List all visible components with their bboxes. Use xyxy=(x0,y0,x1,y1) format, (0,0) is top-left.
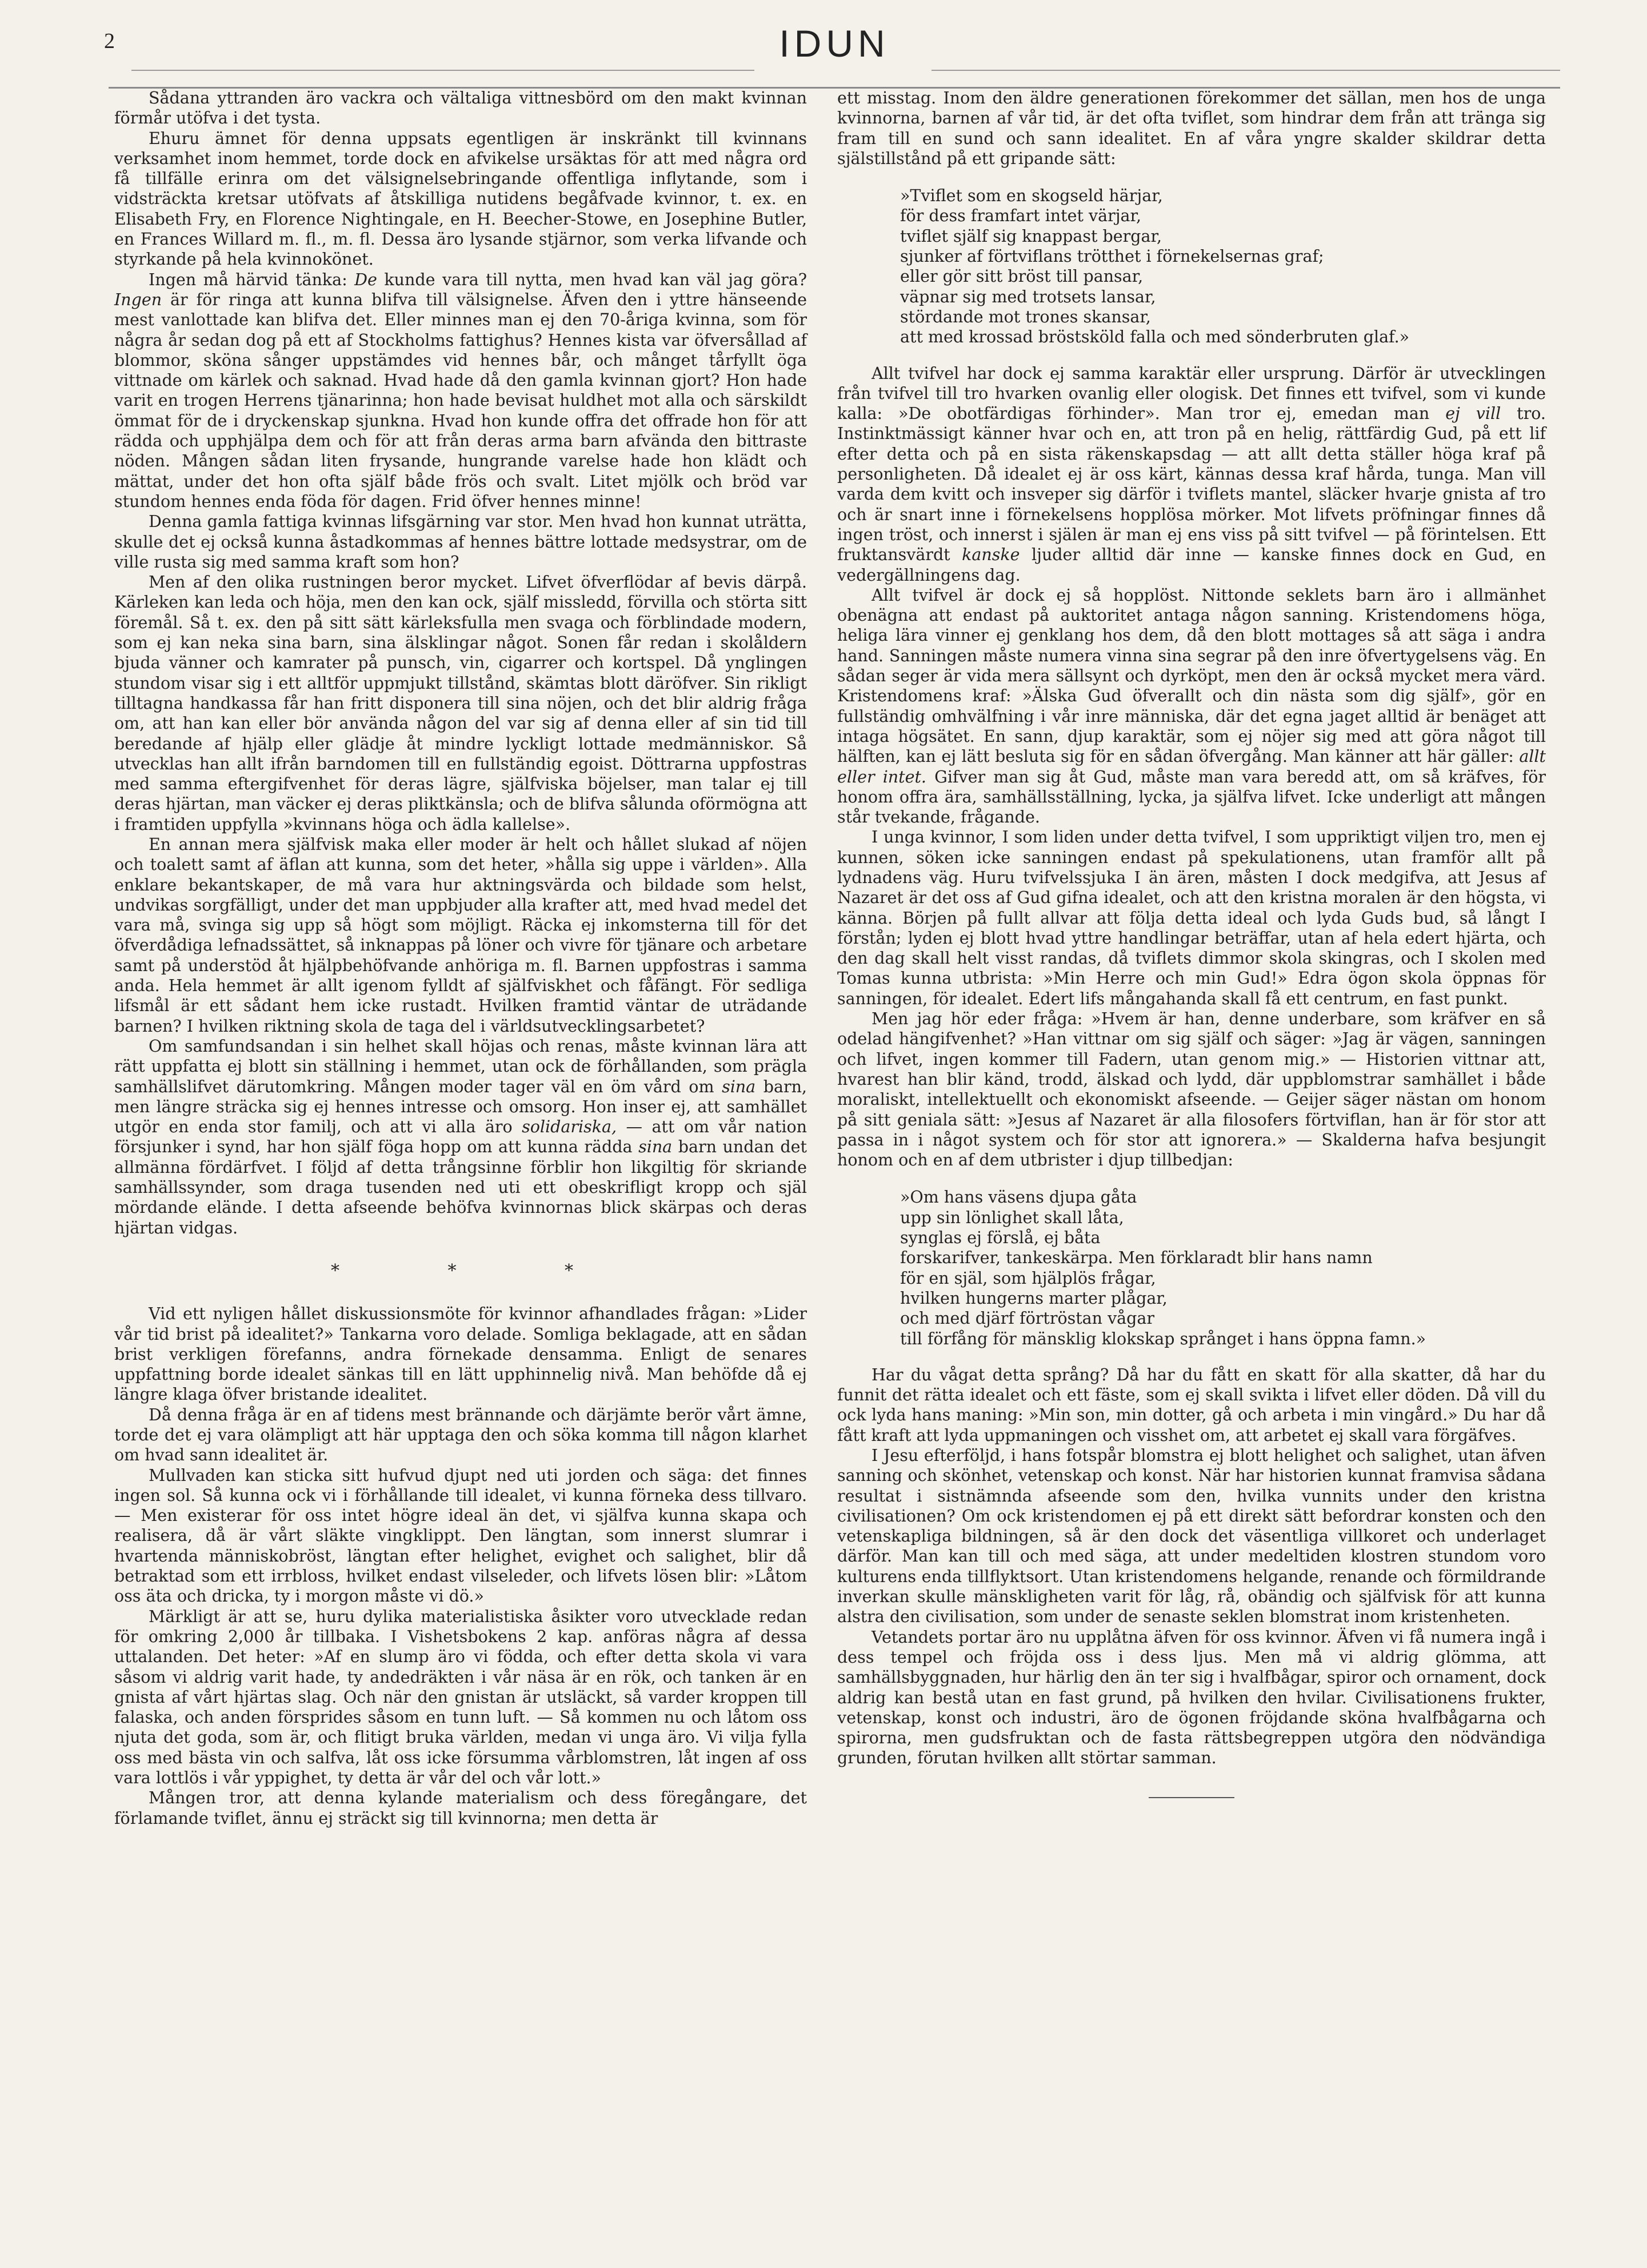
poem-line: för dess framfart intet värjar, xyxy=(900,206,1142,226)
paragraph: Ingen må härvid tänka: De kunde vara till nytta, men hvad kan väl jag göra? Ingen är för ringa att kunna blifva till välsignelse. Äfven den i yttre hänseende mest vanlottade kan blifva det. Eller minnes man ej den 70-åriga kvinna, som för några år sedan dog på ett af Stockholms fattighus? Hennes kista var öfversållad af blommor, sköna sånger uppstämdes vid hennes bår, och månget tårfyllt öga vittnade om kärlek och saknad. Hvad hade då den gamla kvinnan gjort? Hon hade varit en trogen Herrens tjänarinna; hon hade bevisat huldhet mot alla och särskildt ömmat för de i dryckenskap sjunkna. Hvad hon kunde offra det offrade hon för att rädda och upphjälpa dem och för att från deras arma barn afvända den bittraste nöden. Mången sådan liten frysande, hungrande varelse hade hon klädt och mättat, under det hon ofta själf både frös och svalt. Litet mjölk och bröd var stundom hennes enda föda för dagen. Frid öfver hennes minne! xyxy=(114,270,807,511)
left-column xyxy=(114,88,807,1828)
paragraph: Vetandets portar äro nu upplåtna äfven för oss kvinnor. Äfven vi få numera ingå i dess tempel och fröjda oss i dess ljus. Men må vi aldrig glömma, att samhällsbyggnaden, hur härlig den än ter sig i hvalfbågar, spiror och ornament, dock aldrig kan bestå utan en fast grund, på hvilken den hvilar. Civilisationens frukter, vetenskap, konst och industri, äro de ögonen fröjdande sköna hvalfbågarna och spirorna, men gudsfruktan och de fasta rättsbegreppen utgöra den nödvändiga grunden, förutan hvilken allt störtar samman. xyxy=(837,1627,1546,1768)
paragraph: Ehuru ämnet för denna uppsats egentligen är inskränkt till kvinnans verksamhet inom hemmet, torde dock en afvikelse ursäktas för att med några ord få tillfälle erinra om det välsignelsebringande offentliga inflytande, som i vidsträckta kretsar utöfvats af åtskilliga nutidens begåfvade kvinnor, t. ex. en Elisabeth Fry, en Florence Nightingale, en H. Beecher-Stowe, en Josephine Butler, en Frances Willard m. fl., m. fl. Dessa äro lysande stjärnor, som verka lifvande och styrkande på hela kvinnokönet. xyxy=(114,129,807,269)
poem-line: eller gör sitt bröst till pansar, xyxy=(900,267,1144,286)
poem-line: att med krossad bröstsköld falla och med sönderbruten glaf.» xyxy=(900,328,1410,347)
header-rule-right xyxy=(932,70,1560,71)
right-column xyxy=(837,88,1546,1798)
paragraph: Mången tror, att denna kylande materialism och dess föregångare, det förlamande tviflet, ännu ej sträckt sig till kvinnorna; men detta är xyxy=(114,1788,807,1828)
paragraph: Då denna fråga är en af tidens mest brännande och därjämte berör vårt ämne, torde det ej vara olämpligt att här upptaga den och söka komma till någon klarhet om hvad sann idealitet är. xyxy=(114,1405,807,1465)
paragraph: Om samfundsandan i sin helhet skall höjas och renas, måste kvinnan lära att rätt uppfatta ej blott sin ställning i hemmet, utan ock de förhållanden, som präglа samhällslifvet därutomkring. Mången moder tager väl en öm vård om sina barn, men längre sträcka sig ej hennes intresse och omsorg. Hon inser ej, att samhället utgör en enda stor familj, och att vi alla äro solidariska, — att om vår nation försjunker i synd, har hon själf föga hopp om att kunna rädda sina barn undan det allmänna fördärfvet. I följd af detta trångsinne förblir hon likgiltig för skriande samhällssynder, som draga tusenden ned uti ett obeskrifligt kropp och själ mördande elände. I detta afseende behöfva kvinnornas blick skärpas och deras hjärtan vidgas. xyxy=(114,1036,807,1237)
paragraph: En annan mera själfvisk maka eller moder är helt och hållet slukad af nöjen och toalett samt af äflan att kunna, som det heter, »hålla sig uppe i världen». Alla enklare bekantskaper, de må vara hur aktningsvärda och bildade som helst, undvikas sorgfälligt, under det man uppbjuder alla krafter att, med hvad medel det vara må, svinga sig upp så högt som möjligt. Räcka ej inkomsterna till för det öfverdådiga lefnadssättet, så inknappas på löner och vivre för tjänare och arbetare samt på understöd åt hjälpbehöfvande anhöriga m. fl. Barnen uppfostras i samma anda. Hela hemmet är allt igenom fylldt af själfviskhet och fåfängt. För sedliga lifsmål är ett sådant hem icke rustadt. Hvilken framtid väntar de uträdande barnen? I hvilken riktning skola de taga del i världsutvecklingsarbetet? xyxy=(114,834,807,1036)
paragraph: Märkligt är att se, huru dylika materialistiska åsikter voro utvecklade redan för omkring 2,000 år tillbaka. I Vishetsbokens 2 kap. anföras några af dessa uttalanden. Det heter: »Af en slump äro vi födda, och efter detta skola vi vara såsom vi aldrig varit hade, ty andedräkten i vår näsa är en rök, och tanken är en gnista af vårt hjärtas slag. Och när den gnistan är utsläckt, så varder kroppen till falaska, och anden försprides såsom en tunn luft. — Så kommen nu och låtom oss njuta det goda, som är, och flitigt bruka världen, medan vi unga äro. Vi vilja fylla oss med bästa vin och salfva, låt oss icke försumma vårblomstren, låt ingen af oss vara lottlös i vår yppighet, ty detta är vår del och vår lott.» xyxy=(114,1607,807,1788)
end-rule xyxy=(1149,1797,1234,1798)
poem-line: till förfång för mänsklig klokskap språnget i hans öppna famn.» xyxy=(900,1329,1426,1348)
paragraph: I unga kvinnor, I som liden under detta tvifvel, I som uppriktigt viljen tro, men ej kunnen, söken icke sanningen endast på spekulationens, utan framför allt på lydnadens väg. Huru tvifvelssjuka I än ären, måsten I dock medgifva, att Jesus af Nazaret är det oss af Gud gifna idealet, och att den kristna moralen är den högsta, vi känna. Börjen på fullt allvar att följa detta ideal och lyda Guds bud, så långt I förstån; lyden ej blott hvad yttre handlingar beträffar, utan af hela edert hjärta, och den dag skall helt visst randas, då tviflets dimmor skola skingras, och I skolen med Tomas kunna utbrista: »Min Herre och min Gud!» Edra ögon skola öppnas för sanningen, för idealet. Edert lifs mångahanda skall få ett centrum, en fast punkt. xyxy=(837,828,1546,1008)
header-rule-left xyxy=(131,70,754,71)
poem-line: och med djärf förtröstan vågar xyxy=(900,1309,1155,1328)
paragraph: Allt tvifvel är dock ej så hopplöst. Nittonde seklets barn äro i allmänhet obenägna att endast på auktoritet antaga någon sanning. Kristendomens höga, heliga lära vinner ej genklang hos dem, då den blott mottages så att säga i andra hand. Sanningen måste numera vinna sina segrar på den inre öfvertygelsens väg. En sådan seger är vida mera sällsynt och dyrköpt, men den är också mycket mera värd. Kristendomens kraf: »Älska Gud öfverallt och din nästa som dig själf», gör en fullständig omhvälfning i vår inre människa, där det egna jaget alltid är benäget att intaga högsätet. En sann, djup karaktär, som ej nöjer sig med att göra något till hälften, kan ej lätt besluta sig för en sådan öfvergång. Man känner att här gäller: allt eller intet. Gifver man sig åt Gud, måste man vara beredd att, om så kräfves, för honom offra ära, samhällsställning, lycka, ja själfva lifvet. Icke underligt att mången står tvekande, frågande. xyxy=(837,585,1546,827)
poem-line: synglas ej förslå, ej båta xyxy=(900,1228,1101,1248)
paragraph: Vid ett nyligen hållet diskussionsmöte för kvinnor afhandlades frågan: »Lider vår tid brist på idealitet?» Tankarna voro delade. Somliga beklagade, att en sådan brist verkligen förefanns, andra förnekade densamma. Enligt de senares uppfattning borde idealet sänkas till en lätt upphinnelig nivå. Man behöfde då ej längre klaga öfver bristande idealitet. xyxy=(114,1304,807,1404)
poem-2 xyxy=(900,1187,1546,1348)
poem-line: stördande mot trones skansar, xyxy=(900,307,1151,326)
poem-1 xyxy=(900,186,1546,347)
paragraph: Har du vågat detta språng? Då har du fått en skatt för alla skatter, då har du funnit det rätta idealet och ett fäste, som ej skall svikta i lifvet eller döden. Då vill du ock lyda hans maning: »Min son, min dotter, gå och arbeta i min vingård.» Du har då fått kraft att lyda uppmaningen och visshet om, att arbetet ej skall vara förgäfves. xyxy=(837,1365,1546,1445)
paragraph: ett misstag. Inom den äldre generationen förekommer det sällan, men hos de unga kvinnorna, barnen af vår tid, är det ofta tviflet, som hindrar dem från att tränga sig fram till en sund och sann idealitet. En af våra yngre skalder skildrar detta själstillstånd på ett gripande sätt: xyxy=(837,89,1546,168)
page-header xyxy=(97,23,1560,69)
masthead-title: IDUN xyxy=(779,22,890,65)
paragraph: Denna gamla fattiga kvinnas lifsgärning var stor. Men hvad hon kunnat uträtta, skulle det ej också kunna åstadkommas af hennes bättre lottade medsystrar, om de ville rusta sig med samma kraft som hon? xyxy=(114,512,807,572)
paragraph: Men jag hör eder fråga: »Hvem är han, denne underbare, som kräfver en så odelad hängifvenhet? »Han vittnar om sig själf och säger: »Jag är vägen, sanningen och lifvet, ingen kommer till Fadern, utan genom mig.» — Historien vittnar att, hvarest han blir känd, trodd, älskad och lydd, där uppblomstrar samhället i både moraliskt, intellektuellt och ekonomiskt afseende. — Geijer säger nästan om honom på sitt geniala sätt: »Jesus af Nazaret är alla filosofers förtviflan, han är för stor att passa in i något system och för stor att ignorera.» — Skalderna hafva besjungit honom och en af dem utbrister i djup tillbedjan: xyxy=(837,1009,1546,1170)
paragraph: Mullvaden kan sticka sitt hufvud djupt ned uti jorden och säga: det finnes ingen sol. Så kunna ock vi i förhållande till idealet, vi kunna förneka dess tillvaro. — Men existerar för oss intet högre ideal än det, vi själfva kunna skapa och realisera, då är vårt släkte vingklippt. Den längtan, som innerst slumrar i hvartenda människobröst, längtan efter helighet, evighet och salighet, blir då betraktad som ett irrbloss, hvilket endast vilseleder, och lifvets lösen blir: »Låtom oss äta och dricka, ty i morgon måste vi dö.» xyxy=(114,1466,807,1606)
poem-line: »Tviflet som en skogseld härjar, xyxy=(900,186,1163,206)
poem-line: väpnar sig med trotsets lansar, xyxy=(900,287,1156,306)
paragraph: I Jesu efterföljd, i hans fotspår blomstra ej blott helighet och salighet, utan äfven sanning och skönhet, vetenskap och konst. När har historien kunnat framvisa sådana resultat i sistnämnda afseende som den, hvilka vunnits under den kristna civilisationen? Om ock kristendomen ej på ett direkt sätt befordrar konsten och den vetenskapliga bildningen, så är den dock det väsentliga villkoret och underlaget därför. Man kan till och med säga, att under medeltiden klostren stundom voro kulturens enda tillflyktsort. Utan kristendomens helgande, renande och förmildrande inverkan skulle mänskligheten varit för låg, rå, obändig och själfvisk för att kunna alstra den civilisation, som under de senaste seklen blomstrat inom kristenheten. xyxy=(837,1446,1546,1627)
poem-line: sjunker af förtviflans trötthet i förnekelsernas graf; xyxy=(900,247,1324,266)
paragraph: Men af den olika rustningen beror mycket. Lifvet öfverflödar af bevis därpå. Kärleken kan leda och höja, men den kan ock, själf missledd, förvilla och störta sitt föremål. Så t. ex. den på sitt sätt kärleksfulla men svaga och förblindade modern, som ej kan neka sina barn, sina älsklingar något. Sonen får redan i skolåldern bjuda vänner och kamrater på punsch, vin, cigarrer och kortspel. Då ynglingen stundom visar sig i ett alltför uppmjukt tillstånd, skämtas blott däröfver. Sin rikligt tilltagna handkassa får han fritt disponera till sina nöjen, och det blir aldrig fråga om, att han kan eller bör använda någon del var sig af denna eller af sin tid till beredande af hjälp eller glädje åt mindre lyckligt lottade medmänniskor. Så utvecklas han allt ifrån barndomen till en fullständig egoist. Döttrarna uppfostras med samma eftergifvenhet för deras lägre, själfviska böjelser, man talar ej till deras hjärtan, man väcker ej deras pliktkänsla; och de blifva sålunda oförmögna att i framtiden uppfylla »kvinnans höga och ädla kallelse». xyxy=(114,573,807,834)
section-divider: * * * xyxy=(330,1260,625,1281)
poem-line: för en själ, som hjälplös frågar, xyxy=(900,1268,1156,1288)
paragraph: Allt tvifvel har dock ej samma karaktär eller ursprung. Därför är utvecklingen från tvifvel till tro hvarken ovanlig eller ologisk. Det finnes ett tvifvel, som vi kunde kalla: »De obotfärdigas förhinder». Man tror ej, emedan man ej vill tro. Instinktmässigt känner hvar och en, att tron på en helig, rättfärdig Gud, på ett lif efter detta och på en sista räkenskapsdag — att allt detta ställer höga kraf på personligheten. Då idealet ej är oss kärt, kännas dessa kraf hårda, tunga. Man vill varda dem kvitt och insveper sig därför i tviflets mantel, släcker hvarje gnista af tro och är snart inne i förnekelsens hopplösa mörker. Mot lifvets pröfningar finnes då ingen tröst, och innerst i själen är man ej ens viss på sitt tvifvel — på förintelsen. Ett fruktansvärdt kanske ljuder alltid där inne — kanske finnes dock en Gud, en vedergällningens dag. xyxy=(837,364,1546,585)
paragraph: Sådana yttranden äro vackra och vältaliga vittnesbörd om den makt kvinnan förmår utöfva i det tysta. xyxy=(114,89,807,128)
page-number: 2 xyxy=(104,29,115,53)
poem-line: tviflet själf sig knappast bergar, xyxy=(900,226,1162,246)
poem-line: forskarifver, tankeskärpa. Men förklaradt blir hans namn xyxy=(900,1248,1373,1268)
poem-line: hvilken hungerns marter plågar, xyxy=(900,1288,1168,1308)
poem-line: upp sin lönlighet skall låta, xyxy=(900,1208,1124,1227)
poem-line: »Om hans väsens djupa gåta xyxy=(900,1188,1137,1207)
